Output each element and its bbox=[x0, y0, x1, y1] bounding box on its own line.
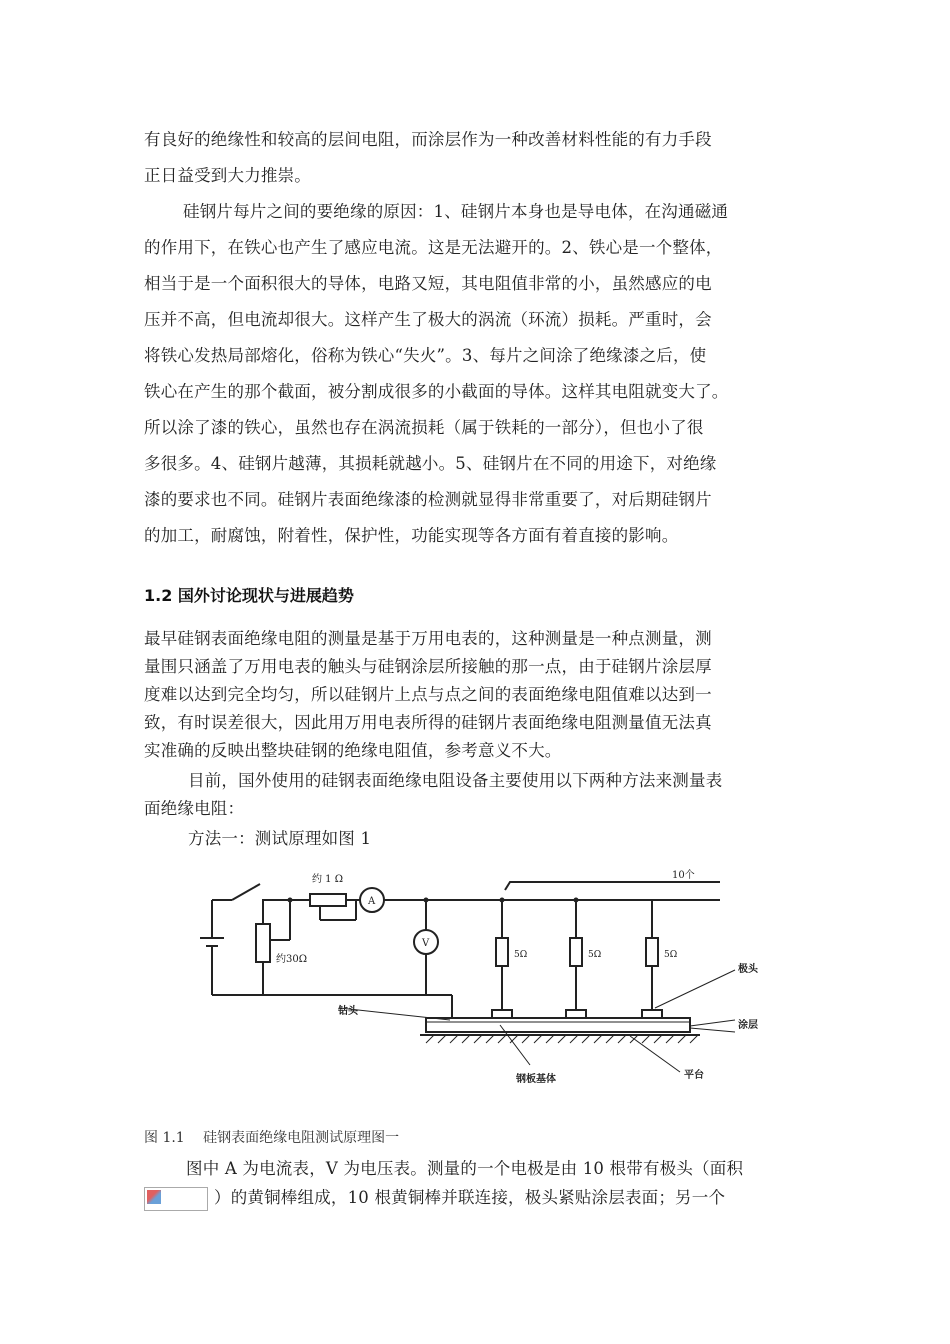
figure-caption: 图 1.1 硅钢表面绝缘电阻测试原理图一 bbox=[144, 1130, 400, 1146]
bracket-10 bbox=[505, 882, 720, 890]
body-text-line: 的加工，耐腐蚀，附着性，保护性，功能实现等各方面有着直接的影响。 bbox=[144, 526, 679, 545]
pointer-coating bbox=[690, 1020, 735, 1026]
resistor-1ohm bbox=[310, 894, 346, 906]
probe-head-label: 极头 bbox=[738, 964, 758, 975]
resistor-label: 5Ω bbox=[664, 950, 678, 960]
drill-head-label: 钻头 bbox=[338, 1006, 358, 1017]
body-text-line: 有良好的绝缘性和较高的层间电阻，而涂层作为一种改善材料性能的有力手段 bbox=[144, 130, 712, 149]
body-text-line: 实准确的反映出整块硅钢的绝缘电阻值，参考意义不大。 bbox=[144, 741, 562, 760]
body-text-line: 所以涂了漆的铁心，虽然也存在涡流损耗（属于铁耗的一部分），但也小了很 bbox=[144, 418, 704, 437]
body-text-line: 最早硅钢表面绝缘电阻的测量是基于万用电表的，这种测量是一种点测量，测 bbox=[144, 629, 712, 648]
ammeter-label: A bbox=[368, 896, 376, 907]
body-text-line: 硅钢片每片之间的要绝缘的原因：1、硅钢片本身也是导电体，在沟通磁通 bbox=[183, 202, 729, 221]
body-text-line: 相当于是一个面积很大的导体，电路又短，其电阻值非常的小，虽然感应的电 bbox=[144, 274, 712, 293]
voltmeter-label: V bbox=[422, 938, 430, 949]
label-30ohm: 约30Ω bbox=[276, 954, 308, 965]
resistor-label: 5Ω bbox=[588, 950, 602, 960]
body-text-line: 压并不高，但电流却很大。这样产生了极大的涡流（环流）损耗。严重时，会 bbox=[144, 310, 712, 329]
probe-head bbox=[492, 1010, 512, 1018]
body-text-line: 度难以达到完全均匀，所以硅钢片上点与点之间的表面绝缘电阻值难以达到一 bbox=[144, 685, 712, 704]
body-text-line: 面绝缘电阻： bbox=[144, 799, 245, 818]
probe-head bbox=[566, 1010, 586, 1018]
count-label: 10个 bbox=[672, 870, 695, 881]
platform-label: 平台 bbox=[684, 1070, 704, 1081]
body-text-span: ）的黄铜棒组成，10 根黄铜棒并联连接，极头紧贴涂层表面；另一个 bbox=[214, 1188, 726, 1207]
platform-hatch bbox=[426, 1035, 698, 1043]
resistor-5ohm bbox=[570, 938, 582, 966]
body-text-line: 漆的要求也不同。硅钢片表面绝缘漆的检测就显得非常重要了，对后期硅钢片 bbox=[144, 490, 712, 509]
pointer-probe-head bbox=[655, 970, 735, 1008]
body-text-line: 将铁心发热局部熔化，俗称为铁心“失火”。3、每片之间涂了绝缘漆之后，使 bbox=[144, 346, 707, 365]
body-text-line: 量围只涵盖了万用电表的触头与硅钢涂层所接触的那一点，由于硅钢片涂层厚 bbox=[144, 657, 712, 676]
rheostat-30ohm bbox=[256, 924, 270, 962]
body-text-line: 多很多。4、硅钢片越薄，其损耗就越小。5、硅钢片在不同的用途下，对绝缘 bbox=[144, 454, 717, 473]
body-text-line: 图中 A 为电流表，V 为电压表。测量的一个电极是由 10 根带有极头（面积 bbox=[186, 1159, 744, 1178]
body-text-line bbox=[144, 1184, 725, 1211]
circuit-diagram bbox=[200, 860, 760, 1110]
resistor-label: 5Ω bbox=[514, 950, 528, 960]
body-text-line: 目前，国外使用的硅钢表面绝缘电阻设备主要使用以下两种方法来测量表 bbox=[188, 771, 723, 790]
resistor-5ohm bbox=[496, 938, 508, 966]
probe-head bbox=[642, 1010, 662, 1018]
body-text-line: 的作用下，在铁心也产生了感应电流。这是无法避开的。2、铁心是一个整体， bbox=[144, 238, 723, 257]
steel-plate bbox=[426, 1018, 690, 1032]
section-heading: 1.2 国外讨论现状与进展趋势 bbox=[144, 586, 354, 605]
base-label: 钢板基体 bbox=[516, 1074, 556, 1085]
body-text-line: 致，有时误差很大，因此用万用电表所得的硅钢片表面绝缘电阻测量值无法真 bbox=[144, 713, 712, 732]
resistor-5ohm bbox=[646, 938, 658, 966]
body-text-line: 铁心在产生的那个截面，被分割成很多的小截面的导体。这样其电阻就变大了。 bbox=[144, 382, 729, 401]
method-label: 方法一：测试原理如图 1 bbox=[188, 829, 372, 848]
coating-label: 涂层 bbox=[738, 1020, 758, 1031]
body-text-line: 正日益受到大力推崇。 bbox=[144, 166, 311, 185]
broken-image-icon bbox=[144, 1187, 208, 1211]
pointer-coating bbox=[690, 1028, 735, 1032]
label-1ohm: 约 1 Ω bbox=[312, 874, 344, 885]
switch-icon bbox=[232, 884, 260, 900]
